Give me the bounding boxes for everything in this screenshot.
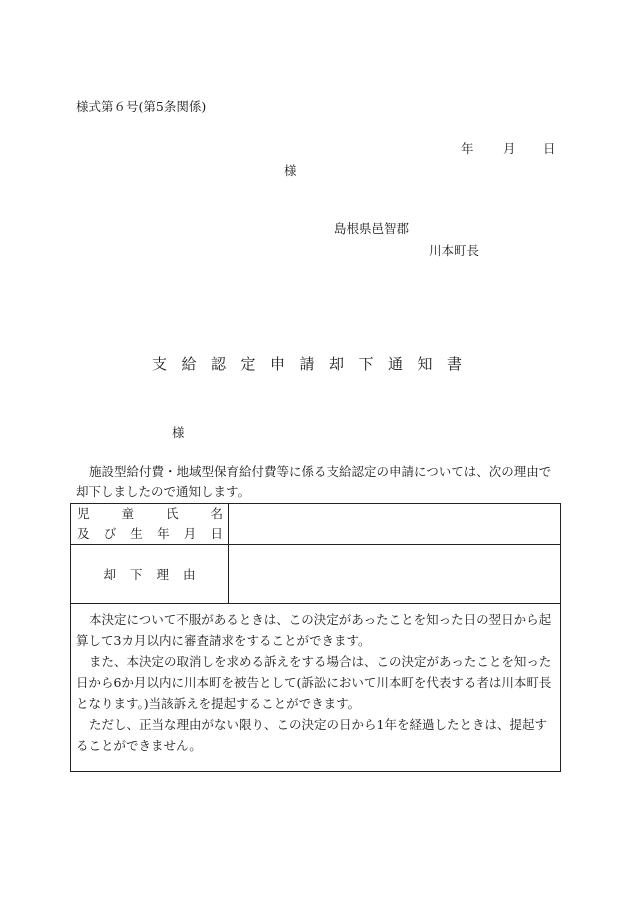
notice-paragraph-2: また、本決定の取消しを求める訴えをする場合は、この決定があったことを知った日から6か月以内に川本町を被告として(訴訟において川本町を代表する者は川本町長となります。)当該訴えを提起することができます。 [76,654,552,711]
notice-paragraph-1: 本決定について不服があるときは、この決定があったことを知った日の翌日から起算して3カ月以内に審査請求をすることができます。 [76,612,552,648]
label-char: 月 [183,526,197,541]
rejection-reason-value[interactable] [229,545,561,604]
info-table [70,503,561,772]
child-info-label [71,504,229,545]
label-char: 由 [182,567,196,582]
child-info-row [71,504,561,545]
child-name-label [77,504,223,524]
body-text: 施設型給付費・地域型保育給付費等に係る支給認定の申請については、次の理由で却下しましたので通知します。 [76,464,552,499]
label-char: 及 [77,526,90,541]
label-char: 理 [156,567,169,582]
appeal-notice-row [71,604,561,772]
form-number: 様式第６号(第5条関係) [76,99,207,114]
birthdate-label [77,524,223,544]
addressee-honorific: 様 [284,163,297,178]
date-month-label: 月 [503,141,516,156]
label-char: 下 [129,567,143,582]
appeal-notice [71,604,560,771]
issuer-title: 川本町長 [429,243,480,258]
date-day-label: 日 [543,141,556,156]
label-char: 却 [103,567,117,582]
recipient-honorific: 様 [172,425,185,440]
issuer-area: 島根県邑智郡 [334,221,410,236]
date-year-label: 年 [461,141,474,156]
label-char: 氏 [165,506,179,521]
document-title: 支給認定申請却下通知書 [152,355,477,373]
child-info-value[interactable] [229,504,561,545]
appeal-notice-cell [71,604,561,772]
label-char: び [103,526,117,541]
label-char: 児 [77,506,90,521]
notice-paragraph-3: ただし、正当な理由がない限り、この決定の日から1年を経過したときは、提起することができません。 [76,717,547,753]
label-char: 童 [121,506,134,521]
rejection-reason-label-text [104,565,196,583]
rejection-reason-row [71,545,561,604]
label-char: 名 [210,506,223,521]
label-char: 年 [157,526,170,541]
label-char: 日 [210,526,223,541]
label-char: 生 [130,526,143,541]
rejection-reason-label [71,545,229,604]
body-paragraph [76,462,560,502]
